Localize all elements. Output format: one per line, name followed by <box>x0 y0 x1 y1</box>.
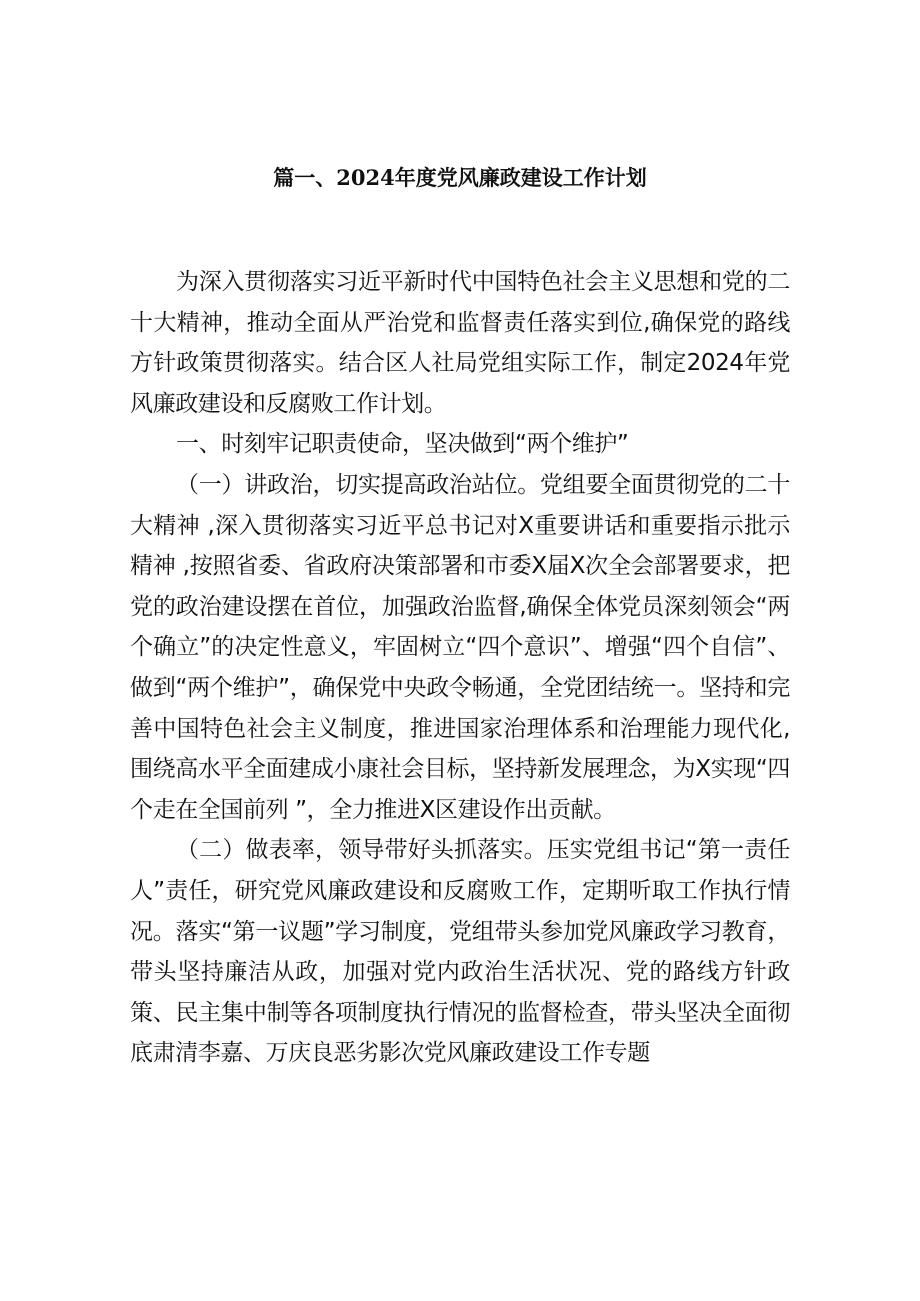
section-1-paragraph-1: （一）讲政治，切实提高政治站位。党组要全面贯彻党的二十大精神 ,深入贯彻落实习近平总书记对X重要讲话和重要指示批示精神 ,按照省委、省政府决策部署和市委X届X次全会部署要求，把党的政治建设摆在首位，加强政治监督,确保全体党员深刻领会“两个确立”的决定性意义，牢固树立“四个意识”、增强“四个自信”、做到“两个维护”，确保党中央政令畅通，全党团结统一。坚持和完善中国特色社会主义制度，推进国家治理体系和治理能力现代化,围绕高水平全面建成小康社会目标，坚持新发展理念，为X实现“四个走在全国前列 ”，全力推进X区建设作出贡献。 <box>130 471 790 823</box>
document-body <box>130 262 790 1074</box>
intro-paragraph: 为深入贯彻落实习近平新时代中国特色社会主义思想和党的二十大精神，推动全面从严治党和监督责任落实到位,确保党的路线方针政策贯彻落实。结合区人社局党组实际工作，制定2024年党风廉政建设和反腐败工作计划。 <box>130 269 790 417</box>
section-1-paragraph-2: （二）做表率，领导带好头抓落实。压实党组书记“第一责任人”责任，研究党风廉政建设和反腐败工作，定期听取工作执行情况。落实“第一议题”学习制度，党组带头参加党风廉政学习教育，带头坚持廉洁从政，加强对党内政治生活状况、党的路线方针政策、民主集中制等各项制度执行情况的监督检查，带头坚决全面彻底肃清李嘉、万庆良恶劣影次党风廉政建设工作专题 <box>130 837 790 1067</box>
document-title: 篇一、2024年度党风廉政建设工作计划 <box>273 165 647 190</box>
section-heading-1: 一、时刻牢记职责使命，坚决做到“两个维护” <box>176 431 629 458</box>
